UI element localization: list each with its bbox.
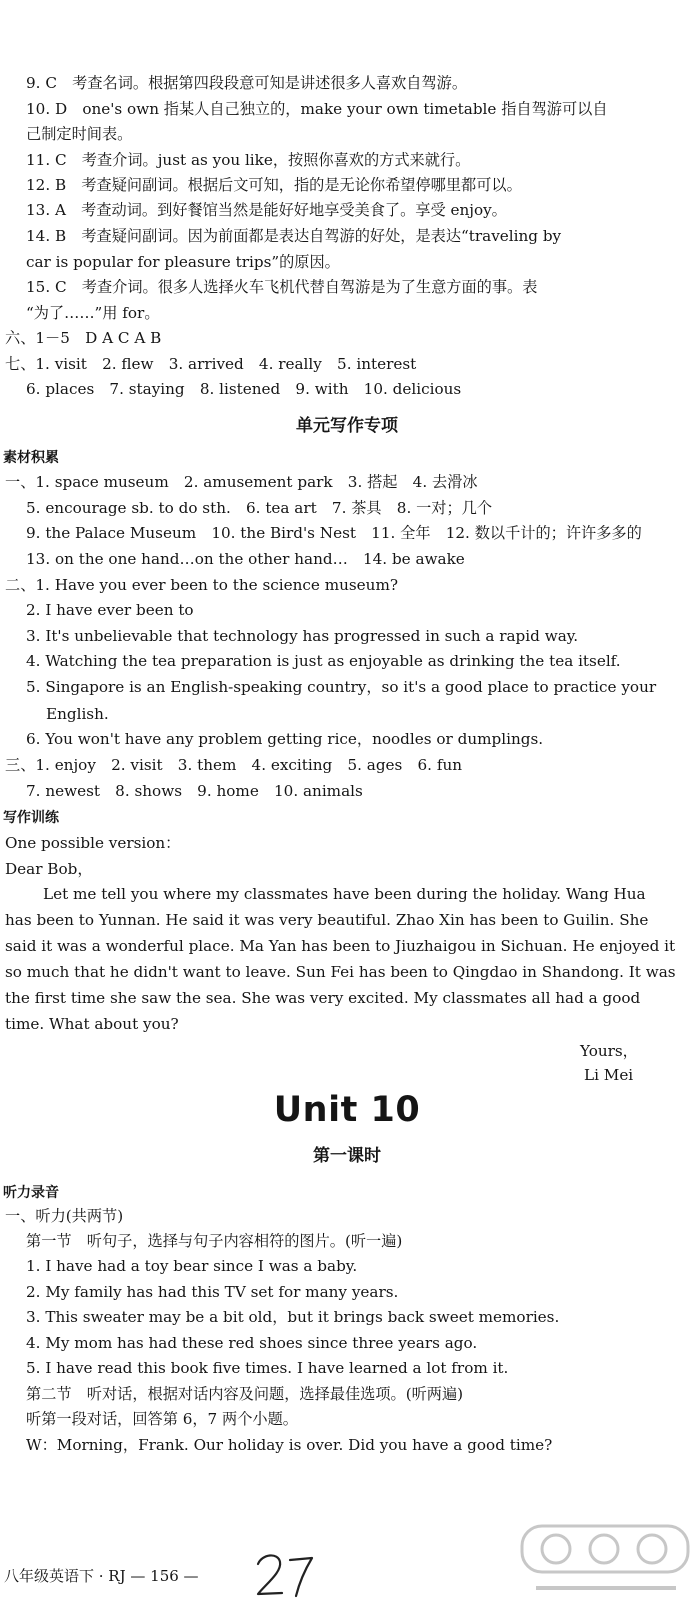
listening-line: 5. I have read this book five times. I have learned a lot from it.	[26, 1359, 509, 1377]
answer-line: car is popular for pleasure trips”的原因。	[26, 253, 340, 271]
answer-line: 11. C 考查介词。just as you like，按照你喜欢的方式来就行。	[26, 151, 471, 169]
writing-line: the first time she saw the sea. She was very excited. My classmates all had a good	[5, 989, 641, 1007]
listening-line: 3. This sweater may be a bit old，but it brings back sweet memories.	[26, 1308, 560, 1326]
writing-heading: 写作训练	[3, 810, 59, 826]
answer-line: 12. B 考查疑问副词。根据后文可知，指的是无论你希望停哪里都可以。	[26, 176, 522, 194]
writing-line: has been to Yunnan. He said it was very beautiful. Zhao Xin has been to Guilin. She	[5, 911, 649, 929]
answer-line: 七、1. visit 2. flew 3. arrived 4. really 5. interest	[5, 355, 417, 373]
answer-line: 6. places 7. staying 8. listened 9. with 10. delicious	[26, 380, 462, 398]
listening-line: 1. I have had a toy bear since I was a baby.	[26, 1257, 358, 1275]
listening-line: 2. My family has had this TV set for many years.	[26, 1283, 399, 1301]
listening-heading: 听力录音	[3, 1185, 59, 1201]
writing-line: so much that he didn't want to leave. Sun Fei has been to Qingdao in Shandong. It was	[5, 963, 676, 981]
listening-line: 第二节 听对话，根据对话内容及问题，选择最佳选项。(听两遍)	[26, 1385, 464, 1403]
material-line: 6. You won't have any problem getting rice，noodles or dumplings.	[26, 730, 544, 748]
listening-line: 4. My mom has had these red shoes since three years ago.	[26, 1334, 478, 1352]
page-footer: 八年级英语下 · RJ — 156 —	[4, 1567, 199, 1585]
material-line: 二、1. Have you ever been to the science museum?	[5, 576, 398, 594]
writing-line: One possible version：	[5, 834, 181, 852]
letter-signoff: Yours，	[580, 1042, 638, 1060]
watermark-logo	[516, 1520, 694, 1600]
material-line: 三、1. enjoy 2. visit 3. them 4. exciting 5. ages 6. fun	[5, 756, 463, 774]
material-line: 5. Singapore is an English-speaking country，so it's a good place to practice your	[26, 678, 657, 696]
answer-line: 13. A 考查动词。到好餐馆当然是能好好地享受美食了。享受 enjoy。	[26, 201, 507, 219]
letter-signature: Li Mei	[584, 1066, 634, 1084]
material-line: 9. the Palace Museum 10. the Bird's Nest 11. 全年 12. 数以千计的；许许多多的	[26, 524, 642, 542]
lesson-title: 第一课时	[313, 1146, 381, 1166]
answer-line: 10. D one's own 指某人自己独立的，make your own timetable 指自驾游可以自	[26, 100, 608, 118]
writing-line: time. What about you?	[5, 1015, 179, 1033]
material-line: 5. encourage sb. to do sth. 6. tea art 7. 茶具 8. 一对；几个	[26, 499, 493, 517]
material-line: 13. on the one hand…on the other hand… 14. be awake	[26, 550, 465, 568]
listening-line: W：Morning，Frank. Our holiday is over. Did you have a good time?	[26, 1436, 553, 1454]
listening-line: 一、听力(共两节)	[5, 1207, 124, 1225]
answer-line: 己制定时间表。	[26, 125, 133, 143]
answer-line: 9. C 考查名词。根据第四段段意可知是讲述很多人喜欢自驾游。	[26, 74, 468, 92]
material-heading: 素材积累	[3, 450, 59, 466]
material-line: 7. newest 8. shows 9. home 10. animals	[26, 782, 363, 800]
answer-line: 15. C 考查介词。很多人选择火车飞机代替自驾游是为了生意方面的事。表	[26, 278, 538, 296]
material-line: 一、1. space museum 2. amusement park 3. 搭起 4. 去滑冰	[5, 473, 478, 491]
answer-line: “为了……”用 for。	[26, 304, 160, 322]
unit-title: Unit 10	[273, 1090, 421, 1130]
material-line: 4. Watching the tea preparation is just as enjoyable as drinking the tea itself.	[26, 652, 621, 670]
answer-line: 六、1－5 D A C A B	[5, 329, 162, 347]
writing-line: said it was a wonderful place. Ma Yan has been to Jiuzhaigou in Sichuan. He enjoyed it	[5, 937, 676, 955]
material-line: 2. I have ever been to	[26, 601, 194, 619]
material-line: 3. It's unbelievable that technology has progressed in such a rapid way.	[26, 627, 579, 645]
handwritten-page-number	[252, 1548, 332, 1600]
material-line: English.	[46, 705, 109, 723]
listening-line: 第一节 听句子，选择与句子内容相符的图片。(听一遍)	[26, 1232, 403, 1250]
answer-line: 14. B 考查疑问副词。因为前面都是表达自驾游的好处，是表达“traveling by	[26, 227, 562, 245]
writing-line: Let me tell you where my classmates have been during the holiday. Wang Hua	[43, 885, 646, 903]
listening-line: 听第一段对话，回答第 6，7 两个小题。	[26, 1410, 298, 1428]
section-title: 单元写作专项	[296, 416, 398, 436]
writing-line: Dear Bob，	[5, 860, 93, 878]
